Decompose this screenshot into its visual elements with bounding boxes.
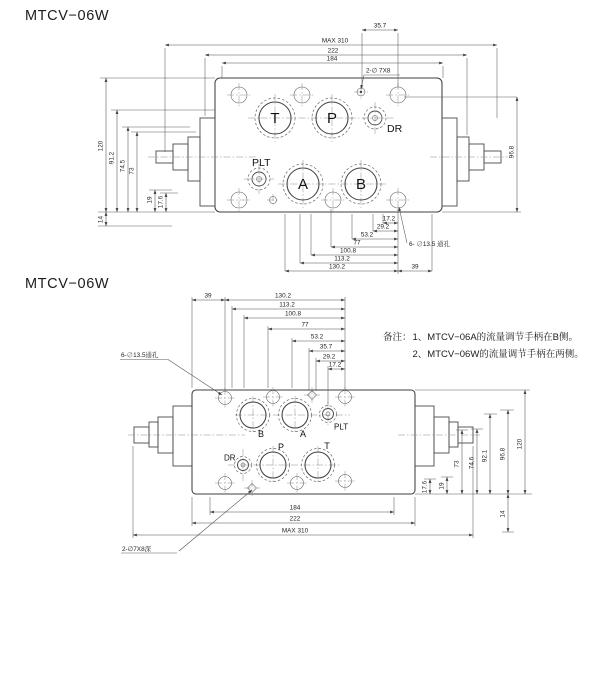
dim-39-b: 39: [204, 292, 212, 300]
notes-label: 备注：: [383, 332, 412, 343]
dim-113-2: 113.2: [334, 255, 350, 263]
dim-113-2-b: 113.2: [279, 301, 295, 309]
model-title-bottom: MTCV−06W: [25, 276, 110, 292]
dim-39: 39: [411, 263, 419, 271]
dim-96-8-top: 96.8: [508, 145, 516, 159]
mounting-holes-bottom: [219, 391, 352, 493]
port-label-b: B: [355, 176, 367, 193]
dim-max310-b: MAX 310: [281, 527, 309, 535]
note-line-1: 1、MTCV−06A的流量调节手柄在B侧。: [412, 332, 579, 343]
dim-92-1-b: 92.1: [481, 449, 489, 463]
dim-35-7-b: 35.7: [319, 343, 333, 351]
dim-17-2-b: 17.2: [328, 361, 342, 369]
dimension-lines-top-drawing: [106, 30, 517, 271]
port-label-p2: P: [277, 442, 285, 452]
dim-29-2: 29.2: [376, 223, 390, 231]
centerlines-bottom-drawing: [128, 387, 480, 496]
dim-130-2: 130.2: [329, 263, 345, 271]
dim-14-b: 14: [499, 510, 507, 518]
extension-lines-top-drawing: [98, 33, 521, 274]
dim-222-top: 222: [327, 47, 339, 55]
hole-callout-7x8-top: 2-∅ 7X8: [366, 67, 391, 75]
port-label-dr: DR: [387, 123, 403, 135]
dim-100-8: 100.8: [340, 247, 356, 255]
dim-130-2-b: 130.2: [275, 292, 291, 300]
hole-callout-13-5-bottom: 6-∅13.5通孔: [121, 352, 159, 359]
left-handle-bottom: [134, 406, 192, 466]
dim-91-2: 91.2: [108, 151, 116, 165]
dim-184-b: 184: [289, 504, 301, 512]
drawing-bottom: [120, 293, 532, 554]
dim-184-top: 184: [326, 55, 338, 63]
dim-17-6-b: 17.6: [421, 480, 429, 494]
port-label-p: P: [326, 110, 338, 127]
model-title-top: MTCV−06W: [25, 8, 110, 24]
dim-96-8-b: 96.8: [499, 447, 507, 461]
dim-73-b: 73: [453, 460, 461, 468]
dim-19-b: 19: [438, 482, 446, 490]
extension-lines-bottom-drawing: [120, 297, 532, 553]
port-label-t: T: [270, 110, 280, 127]
dim-77-b: 77: [301, 321, 309, 329]
valve-plate-top: [215, 78, 442, 212]
port-label-b2: B: [257, 429, 265, 439]
dim-17-2: 17.2: [382, 215, 396, 223]
right-handle-top: [442, 118, 501, 206]
dim-222-b: 222: [289, 515, 301, 523]
dim-120: 120: [97, 140, 105, 152]
port-label-a2: A: [299, 429, 307, 439]
note-line-2: 2、MTCV−06W的流量调节手柄在两侧。: [412, 349, 584, 361]
port-label-t2: T: [324, 441, 330, 451]
dim-17-6: 17.6: [157, 195, 165, 209]
dim-35-7-top: 35.7: [373, 22, 387, 30]
dim-29-2-b: 29.2: [322, 353, 336, 361]
right-handle-bottom: [415, 406, 473, 466]
dim-74-6-b: 74.6: [468, 456, 476, 470]
dim-max310-top: MAX 310: [321, 37, 349, 45]
port-label-plt: PLT: [252, 157, 271, 169]
dim-74-5: 74.5: [119, 159, 127, 173]
dim-14: 14: [97, 215, 105, 224]
dim-120-b: 120: [516, 438, 524, 450]
dim-73: 73: [128, 167, 136, 175]
dim-19: 19: [146, 196, 154, 204]
dim-53-2-b: 53.2: [310, 333, 324, 341]
drawing-top: [98, 23, 522, 275]
hole-callout-7x8-bottom: 2-∅7X8深: [122, 546, 152, 553]
dim-77: 77: [353, 239, 361, 247]
dim-100-8-b: 100.8: [285, 310, 301, 318]
dim-53-2: 53.2: [360, 231, 374, 239]
port-label-a: A: [297, 176, 309, 193]
hole-callout-13-5-top: 6- ∅13.5 通孔: [409, 241, 450, 248]
port-label-dr2: DR: [224, 453, 236, 463]
port-label-plt2: PLT: [334, 422, 349, 432]
